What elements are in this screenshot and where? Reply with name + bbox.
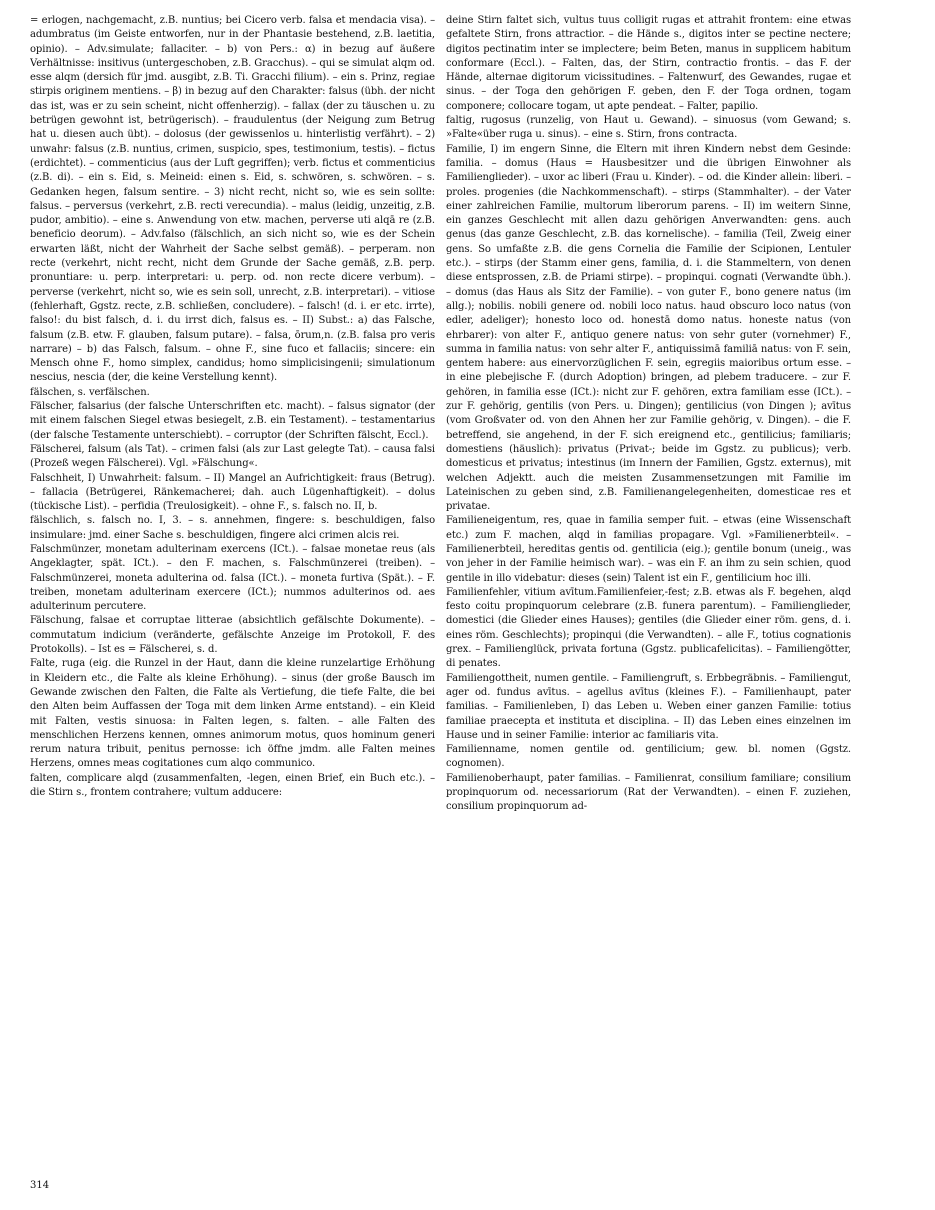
entry-familieneigentum: Familieneigentum, res, quae in familia semper fuit. – etwas (eine Wissenschaft etc.) zum F. machen, alqd in familias propagare. Vgl. »Familienerbteil«. – Familienerbteil, hereditas gentis od. gentilicia (eig.); gentile bonum (uneig., was von jeher in der Familie heimisch war). – was ein F. an ihm zu sein schien, quod gentile in illo videbatur: dieses (sein) Talent ist ein F., gentilicium hoc illi. bbox=[446, 515, 851, 584]
entry-familienname: Familienname, nomen gentile od. gentilicium; gew. bl. nomen (Ggstz. cognomen). bbox=[446, 744, 851, 770]
entry-faelschlich: fälschlich, s. falsch no. I, 3. – s. annehmen, fingere: s. beschuldigen, falso insimulare: jmd. einer Sache s. beschuldigen, fingere alci crimen alcis rei. bbox=[30, 515, 435, 541]
right-column bbox=[446, 14, 851, 1186]
entry-falten-continued: deine Stirn faltet sich, vultus tuus colligit rugas et attrahit frontem: eine etwas gefaltete Stirn, frons attractior. – die Hände s., digitos inter se pectine nectere; digitos pectinatim inter se implectere; beim Beten, manus in supplicem habitum conformare (Eccl.). – Falten, das, der Stirn, contractio frontis. – das F. der Hände, alternae digitorum vicissitudines. – Faltenwurf, des Gewandes, rugae et sinus. – der Toga den gehörigen F. geben, den F. der Toga ordnen, togam componere; collocare togam, ut apte pendeat. – Falter, papilio. bbox=[446, 15, 851, 112]
entry-familie: Familie, I) im engern Sinne, die Eltern mit ihren Kindern nebst dem Gesinde: familia. – domus (Haus = Hausbesitzer und die übrigen Einwohner als Familienglieder). – uxor ac liberi (Frau u. Kinder). – od. die Kinder allein: liberi. – proles. progenies (die Nachkommenschaft). – stirps (Stammhalter). – der Vater einer zahlreichen Familie, multorum liberorum parens. – II) im weitern Sinne, ein ganzes Geschlecht mit allen dazu gehörigen Anverwandten: gens. auch genus (das ganze Geschlecht, z.B. das kornelische). – familia (Teil, Zweig einer gens. So umfaßte z.B. die gens Cornelia die Familie der Scipionen, Lentuler etc.). – stirps (der Stamm einer gens, familia, d. i. die Stammeltern, von denen diese entsprossen, z.B. de Priami stirpe). – propinqui. cognati (Verwandte übh.). – domus (das Haus als Sitz der Familie). – von guter F., bono genere natus (im allg.); nobilis. nobili genere od. nobili loco natus. haud obscuro loco natus (von edler, adeliger); honesto loco od. honestā domo natus. honeste natus (von ehrbarer): von alter F., antiquo genere natus: von sehr guter (vornehmer) F., summa in familia natus: von sehr alter F., antiquissimā familiā natus: von F. sein, gentem habere: aus einervorzüglichen F. sein, egregiis maioribus ortum esse. – in eine plebejische F. (durch Adoption) bringen, ad plebem traducere. – zur F. gehören, in familia esse (ICt.): nicht zur F. gehören, extra familiam esse (ICt.). – zur F. gehörig, gentilis (von Pers. u. Dingen); gentilicius (von Dingen ); avītus (vom Großvater od. von den Ahnen her zur Familie gehörig, v. Dingen). – die F. betreffend, sie angehend, in der F. sich ereignend etc., gentilicius; familiaris; domestiens (häuslich): privatus (Privat-; beide im Ggstz. zu publicus); verb. domesticus et privatus; intestinus (im Innern der Familien, Ggstz. externus), mit welchen Adjektt. auch die meisten Zusammensetzungen mit Familie im Lateinischen zu geben sind, z.B. Familienangelegenheiten, domesticae res et privatae. bbox=[446, 143, 851, 513]
entry-falte: Falte, ruga (eig. die Runzel in der Haut, dann die kleine runzelartige Erhöhung in Kleidern etc., die Falte als kleine Erhöhung). – sinus (der große Bausch im Gewande zwischen den Falten, die Falte als Vertiefung, die tiefe Falte, die bei den Alten beim Auffassen der Toga mit dem linken Arme entstand). – ein Kleid mit Falten, vestis sinuosa: in Falten legen, s. falten. – alle Falten des menschlichen Herzens kennen, omnes animorum motus, quos hominum generi rerum natura tribuit, penitus pernosse: ich öffne jmdm. alle Falten meines Herzens, omnes meas cogitationes cum alqo communico. bbox=[30, 658, 435, 770]
entry-faelscher: Fälscher, falsarius (der falsche Unterschriften etc. macht). – falsus signator (der mit einem falschen Siegel etwas besiegelt, z.B. ein Testament). – testamentarius (der falsche Testamente unterschiebt). – corruptor (der Schriften fälscht, Eccl.). bbox=[30, 401, 435, 441]
entry-familienoberhaupt: Familienoberhaupt, pater familias. – Familienrat, consilium familiare; consilium propinquorum od. necessariorum (Rat der Verwandten). – einen F. zuziehen, consilium propinquorum ad- bbox=[446, 772, 851, 813]
entry-falsch-continued: = erlogen, nachgemacht, z.B. nuntius; bei Cicero verb. falsa et mendacia visa). – adumbratus (im Geiste entworfen, nur in der Phantasie bestehend, z.B. laetitia, opinio). – Adv.simulate; fallaciter. – b) von Pers.: α) in bezug auf äußere Verhältnisse: insitivus (untergeschoben, z.B. Gracchus). – qui se simulat alqm od. esse alqm (dersich für jmd. ausgibt, z.B. Ti. Gracchi filium). – ein s. Prinz, regiae stirpis originem mentiens. – β) in bezug auf den Charakter: falsus (übh. der nicht das ist, was er zu sein scheint, nicht offenherzig). – fallax (der zu täuschen u. zu betrügen gewohnt ist, betrügerisch). – fraudulentus (der Neigung zum Betrug hat u. diesen auch übt). – dolosus (der gewissenlos u. hinterlistig verfährt). – 2) unwahr: falsus (z.B. nuntius, crimen, suspicio, spes, testimonium, testis). – fictus (erdichtet). – commenticius (aus der Luft gegriffen); verb. fictus et commenticius (z.B. di). – ein s. Eid, s. Meineid: einen s. Eid, s. schwören, s. schwören. – s. Gedanken hegen, falsum sentire. – 3) nicht recht, nicht so, wie es sein sollte: falsus. – perversus (verkehrt, z.B. recti verecundia). – malus (leidig, unzeitig, z.B. pudor, ambitio). – eine s. Anwendung von etw. machen, perverse uti alqā re (z.B. beneficio deorum). – Adv.falso (fälschlich, an sich nicht so, wie es der Schein erwarten läßt, nicht der Wahrheit der Sache selbst gemäß). – perperam. non recte (verkehrt, nicht recht, nicht dem Grunde der Sache gemäß, z.B. perp. pronuntiare: u. perp. interpretari: u. perp. od. non recte dicere verbum). – perverse (verkehrt, nicht so, wie es sein soll, unrecht, z.B. interpretari). – vitiose (fehlerhaft, Ggstz. recte, z.B. schließen, concludere). – falsch! (d. i. er etc. irrte), falso!: du bist falsch, d. i. du irrst dich, falsus es. – II) Subst.: a) das Falsche, falsum (z.B. etw. F. glauben, falsum putare). – falsa, ōrum,n. (z.B. falsa pro veris narrare) – b) das Falsch, falsum. – ohne F., sine fuco et fallaciis; sincere: ein Mensch ohne F., homo simplex, candidus; homo simplicisingenii; simulationum nescius, nescia (der, die keine Verstellung kennt). bbox=[30, 15, 435, 384]
entry-falten: falten, complicare alqd (zusammenfalten, -legen, einen Brief, ein Buch etc.). – die Stirn s., frontem contrahere; vultum adducere: bbox=[30, 772, 435, 799]
entry-familiengottheit: Familiengottheit, numen gentile. – Familiengruft, s. Erbbegräbnis. – Familiengut, ager od. fundus avītus. – agellus avītus (kleines F.). – Familienhaupt, pater familias. – Familienleben, I) das Leben u. Weben einer ganzen Familie: totius familiae praecepta et instituta et disciplina. – II) das Leben eines einzelnen im Hause und in seiner Familie: interior ac familiaris vita. bbox=[446, 672, 851, 741]
entry-familienfehler: Familienfehler, vitium avītum.Familienfeier,-fest; z.B. etwas als F. begehen, alqd festo coitu propinquorum celebrare (z.B. funera parentum). – Familienglieder, domestici (die Glieder eines Hauses); gentiles (die Glieder einer röm. gens, d. i. eines röm. Geschlechts); propinqui (die Verwandten). – alle F., totius cognationis grex. – Familienglück, privata fortuna (Ggstz. publicafelicitas). – Familiengötter, di penates. bbox=[446, 586, 851, 670]
entry-falschmuenzer: Falschmünzer, monetam adulterinam exercens (ICt.). – falsae monetae reus (als Angeklagter, spät. ICt.). – den F. machen, s. Falschmünzerei (treiben). – Falschmünzerei, moneta adulterina od. falsa (ICt.). – moneta furtiva (Spät.). – F. treiben, monetam adulterinam exercere (ICt.); nummos adulterinos od. aes adulterinum percutere. bbox=[30, 543, 435, 613]
left-column bbox=[30, 14, 435, 1186]
entry-faelschung: Fälschung, falsae et corruptae litterae (absichtlich gefälschte Dokumente). – commutatum indicium (veränderte, gefälschte Anzeige im Protokoll, F. des Protokolls). – Ist es = Fälscherei, s. d. bbox=[30, 615, 435, 656]
entry-faltig: faltig, rugosus (runzelig, von Haut u. Gewand). – sinuosus (vom Gewand; s. »Falte«über ruga u. sinus). – eine s. Stirn, frons contracta. bbox=[446, 115, 851, 141]
entry-faelscherei: Fälscherei, falsum (als Tat). – crimen falsi (als zur Last gelegte Tat). – causa falsi (Prozeß wegen Fälscherei). Vgl. »Fälschung«. bbox=[30, 443, 435, 470]
page-number: 314 bbox=[30, 1180, 50, 1191]
entry-faelschen: fälschen, s. verfälschen. bbox=[30, 386, 150, 398]
entry-falschheit: Falschheit, I) Unwahrheit: falsum. – II) Mangel an Aufrichtigkeit: fraus (Betrug). – fallacia (Betrügerei, Ränkemacherei; dah. auch Lügenhaftigkeit). – dolus (tückische List). – perfidia (Treulosigkeit). – ohne F., s. falsch no. II, b. bbox=[30, 472, 435, 513]
dictionary-page bbox=[30, 14, 910, 1186]
